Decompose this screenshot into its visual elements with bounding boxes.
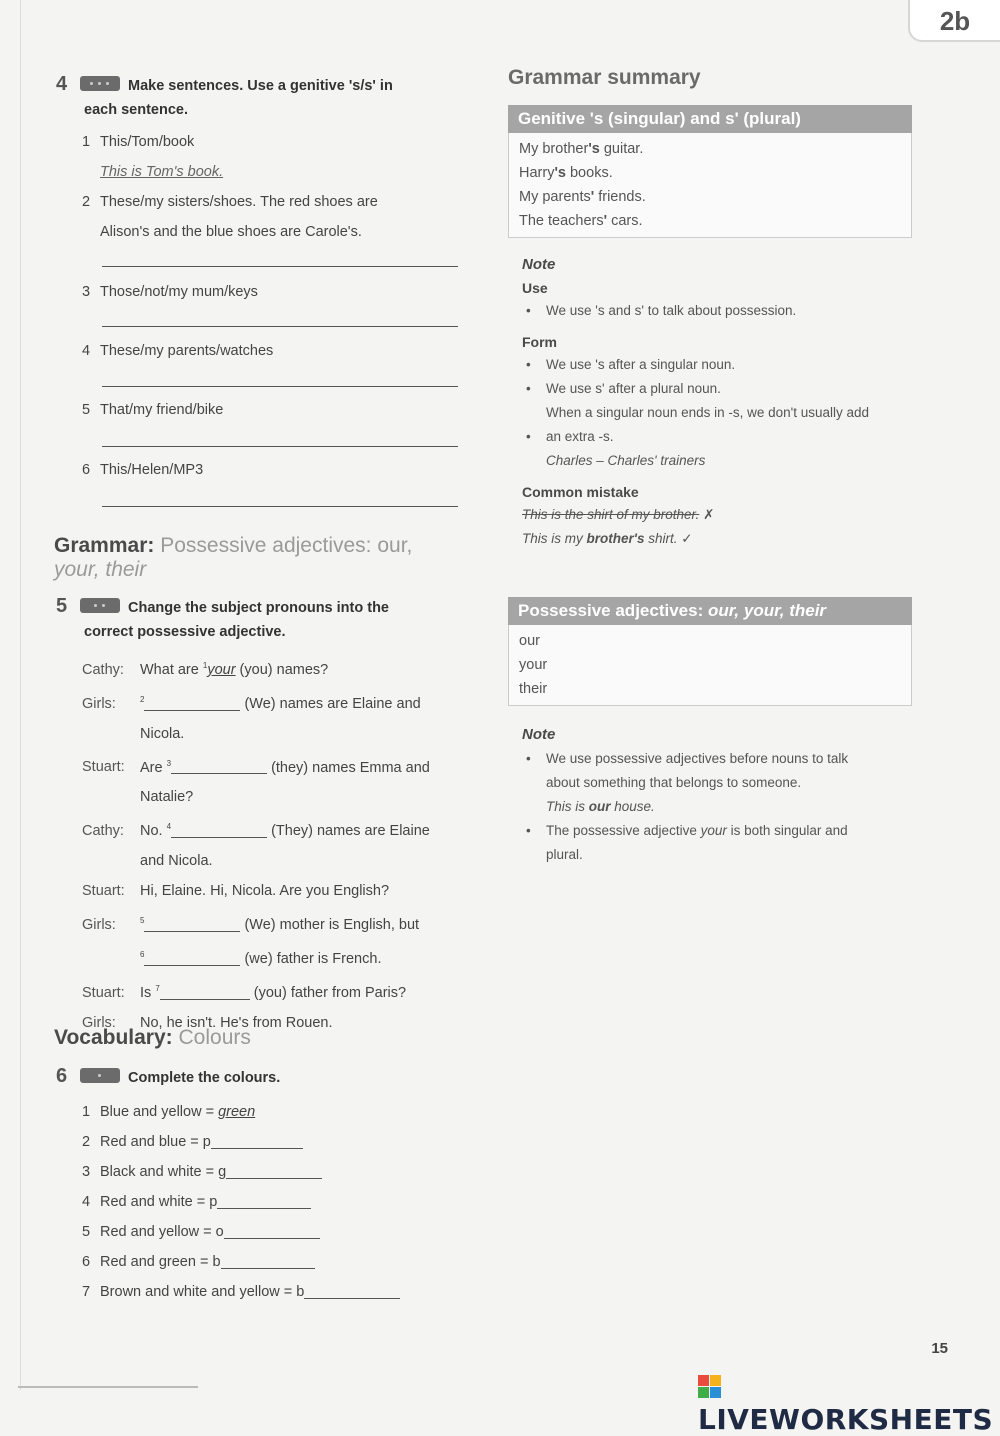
liveworksheets-logo-icon: [698, 1375, 722, 1399]
dialogue-line-11: Stuart: Is $^7$ (you) father from Paris?: [82, 983, 407, 1001]
blank-5[interactable]: [144, 916, 240, 932]
answer-line-3[interactable]: [102, 326, 458, 327]
genitive-box-body: [508, 133, 912, 238]
colour-list: [82, 1097, 400, 1307]
dialogue-line-4: Stuart: Are $^3$ (they) names Emma and: [82, 758, 430, 776]
exercise-number: 4: [56, 73, 68, 95]
colour-blank-5[interactable]: [224, 1223, 320, 1239]
exercise-4-heading: [56, 72, 476, 98]
note-genitive: Note Use • We use 's and s' to talk about possession. Form • We use 's after a singular noun. • We use s' after a plural noun. When a singular noun ends in -s, we don't usually add • an extra -s. Charles – Charles' trainers Common mistake This is the shirt of my brother. ✗ This is my brother's shirt. ✓: [522, 256, 902, 551]
ex4-item-2-cont: Alison's and the blue shoes are Carole's.: [100, 224, 362, 240]
ex4-item-4: 4 These/my parents/watches: [82, 343, 274, 359]
ex4-item-6: 6 This/Helen/MP3: [82, 462, 204, 478]
page-number: 15: [931, 1340, 948, 1357]
answer-line-6[interactable]: [102, 506, 458, 507]
possessive-example: This is our house.: [546, 799, 655, 814]
colour-item-1: 1 Blue and yellow = green: [82, 1104, 256, 1120]
genitive-example: Harry's books.: [519, 165, 613, 181]
grammar-section-title: Grammar: Possessive adjectives: our,: [54, 534, 413, 557]
ex4-item-5: 5 That/my friend/bike: [82, 402, 224, 418]
level-badge-icon: [80, 598, 120, 613]
exercise-5-heading: 5 Change the subject pronouns into the: [56, 595, 389, 617]
ex4-item-1: 1 This/Tom/book: [82, 134, 195, 150]
grammar-section-title-cont: your, their: [54, 558, 147, 581]
ex4-item-2: 2 These/my sisters/shoes. The red shoes are: [82, 194, 378, 210]
answer-line-5[interactable]: [102, 446, 458, 447]
possessive-note-2: • The possessive adjective your is both singular and: [522, 819, 902, 843]
page-edge-left: [20, 0, 21, 1390]
dialogue-line-8: Stuart: Hi, Elaine. Hi, Nicola. Are you English?: [82, 883, 390, 900]
vocabulary-section-title: Vocabulary: Colours: [54, 1026, 251, 1049]
mistake-right: This is my brother's shirt. ✓: [522, 531, 693, 546]
possessive-box: [508, 597, 912, 706]
instruction-text: Make sentences. Use a genitive 's/s' in: [128, 78, 393, 94]
unit-tag: 2b: [908, 0, 1000, 42]
colour-blank-2[interactable]: [211, 1133, 303, 1149]
exercise-6-heading: 6 Complete the colours.: [56, 1065, 281, 1087]
exercise-5: 5 Change the subject pronouns into the correct possessive adjective.: [56, 594, 476, 644]
colour-item-3: 3 Black and white = g: [82, 1157, 400, 1187]
ex4-example-answer: This is Tom's book.: [100, 164, 224, 180]
level-badge-icon: [80, 1068, 120, 1083]
dialogue-line-9: Girls: $^5$ (We) mother is English, but: [82, 916, 420, 934]
genitive-box: [508, 105, 912, 238]
genitive-example: My parents' friends.: [519, 189, 646, 205]
instruction-text-cont: each sentence.: [84, 102, 188, 118]
dialogue-line-1: Cathy: What are $^1$your (you) names?: [82, 661, 329, 678]
mistake-wrong: This is the shirt of my brother. ✗: [522, 507, 715, 522]
colour-item-4: 4 Red and white = p: [82, 1187, 400, 1217]
colour-item-7: 7 Brown and white and yellow = b: [82, 1277, 400, 1307]
genitive-box-header: Genitive 's (singular) and s' (plural): [508, 105, 912, 133]
cross-icon: ✗: [703, 507, 715, 522]
blank-4[interactable]: [171, 822, 267, 838]
dialogue-line-3: Nicola.: [140, 725, 185, 742]
dialogue-line-5: Natalie?: [140, 789, 194, 806]
grammar-summary-title: Grammar summary: [508, 66, 701, 89]
colour-item-5: 5 Red and yellow = o: [82, 1217, 400, 1247]
dialogue-line-12: Girls: No, he isn't. He's from Rouen.: [82, 1014, 333, 1031]
colour-blank-3[interactable]: [226, 1163, 322, 1179]
blank-3[interactable]: [171, 758, 267, 774]
colour-item-6: 6 Red and green = b: [82, 1247, 400, 1277]
dialogue-line-6: Cathy: No. $^4$ (They) names are Elaine: [82, 822, 430, 840]
blank-7[interactable]: [160, 984, 250, 1000]
dialogue-line-10: $^6$ (we) father is French.: [140, 950, 382, 967]
page-edge-bottom: [18, 1386, 198, 1388]
dialogue-line-7: and Nicola.: [140, 853, 213, 870]
colour-item-2: 2 Red and blue = p: [82, 1127, 400, 1157]
note-label: Note: [522, 256, 556, 273]
genitive-example: My brother's guitar.: [519, 141, 644, 157]
possessive-box-body: our your their: [508, 625, 912, 706]
dialogue-line-2: Girls: $^2$ (We) names are Elaine and: [82, 694, 421, 712]
genitive-example: The teachers' cars.: [519, 213, 643, 229]
blank-2[interactable]: [144, 695, 240, 711]
answer-line-2[interactable]: [102, 266, 458, 267]
colour-blank-4[interactable]: [217, 1193, 311, 1209]
level-badge-icon: [80, 76, 120, 91]
exercise-4: [56, 72, 476, 122]
dialogue: [82, 651, 482, 1038]
blank-6[interactable]: [144, 950, 240, 966]
check-icon: ✓: [681, 531, 693, 546]
ex4-item-3: 3 Those/not/my mum/keys: [82, 284, 258, 300]
note-possessive: Note • We use possessive adjectives before nouns to talk about something that belongs to someone. This is our house. • The possessive adjective your is both singular and plural.: [522, 726, 902, 867]
colour-blank-7[interactable]: [304, 1283, 400, 1299]
possessive-box-header: Possessive adjectives: our, your, their: [508, 597, 912, 625]
answer-line-4[interactable]: [102, 386, 458, 387]
colour-blank-6[interactable]: [221, 1253, 315, 1269]
liveworksheets-logo: LIVEWORKSHEETS: [698, 1370, 1000, 1436]
